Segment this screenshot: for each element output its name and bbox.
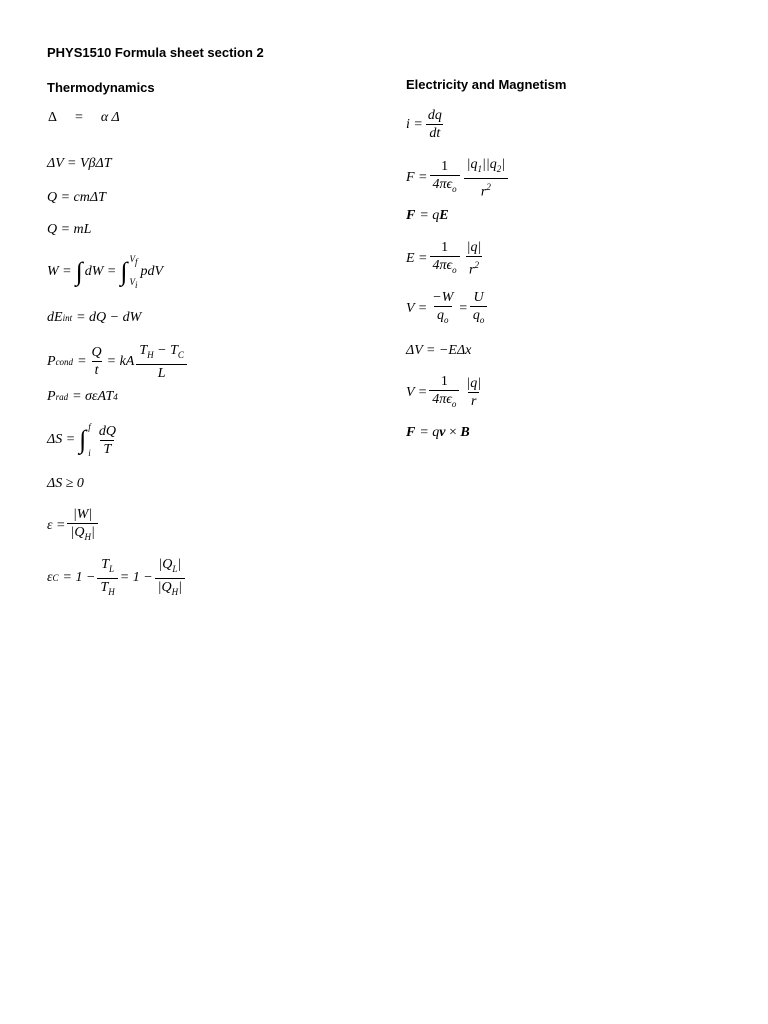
integral-limits: $V_f$ $V_i$ bbox=[129, 254, 138, 290]
thermo-eq-linear-expansion: Δ = α Δ bbox=[48, 110, 120, 125]
fraction: $\frac{|Q_L|}{|Q_H|}$ bbox=[155, 557, 185, 600]
fraction: $\frac{T_H - T_C}{L}$ bbox=[136, 343, 187, 381]
fraction: $\frac{1}{4\pi\epsilon_o}$ bbox=[429, 374, 459, 412]
em-eq-magnetic-force: F = q v × B bbox=[406, 425, 470, 440]
fraction: $\frac{Q}{t}$ bbox=[91, 345, 102, 379]
em-eq-potential-difference: ΔV = −EΔx bbox=[406, 343, 472, 358]
thermo-eq-conduction: P cond = $\frac{Q}{t}$ = kA $\frac{T_H - T_C}{L}$ bbox=[47, 343, 189, 381]
em-eq-electric-force: F = q E bbox=[406, 208, 449, 223]
em-eq-coulomb-force: F = $\frac{1}{4\pi\epsilon_o}$ $\frac{|q_1||q_2|}{r^2}$ bbox=[406, 157, 510, 199]
fraction: $\frac{-W}{q_o}$ bbox=[429, 290, 456, 328]
thermo-eq-heat-capacity: Q = cmΔT bbox=[47, 190, 106, 205]
integral-sign: ∫ bbox=[79, 425, 87, 454]
em-heading: Electricity and Magnetism bbox=[406, 77, 567, 92]
em-eq-point-potential: V = $\frac{1}{4\pi\epsilon_o}$ $\frac{|q|}{r}$ bbox=[406, 374, 486, 412]
fraction: $\frac{|q|}{r^2}$ bbox=[466, 240, 482, 278]
thermodynamics-heading: Thermodynamics bbox=[47, 80, 155, 95]
thermo-eq-entropy: ΔS = ∫ f i $\frac{dQ}{T}$ bbox=[47, 422, 121, 458]
thermo-eq-first-law: dE int = dQ − dW bbox=[47, 310, 142, 325]
fraction: $\frac{U}{q_o}$ bbox=[470, 290, 488, 328]
fraction: $\frac{dq}{dt}$ bbox=[427, 108, 442, 141]
fraction: $\frac{T_L}{T_H}$ bbox=[97, 557, 117, 600]
em-eq-electric-field: E = $\frac{1}{4\pi\epsilon_o}$ $\frac{|q|}{r^2}$ bbox=[406, 240, 486, 278]
em-eq-current: i = $\frac{dq}{dt}$ bbox=[406, 108, 447, 141]
fraction: $\frac{|q|}{r}$ bbox=[466, 376, 482, 410]
page-title: PHYS1510 Formula sheet section 2 bbox=[47, 45, 264, 60]
thermo-eq-second-law: ΔS ≥ 0 bbox=[47, 476, 84, 491]
integral-limits: f i bbox=[88, 422, 91, 458]
em-eq-potential-work: V = $\frac{-W}{q_o}$ = $\frac{U}{q_o}$ bbox=[406, 290, 489, 328]
thermo-eq-efficiency: ε = $\frac{|W|}{|Q_H|}$ bbox=[47, 507, 100, 545]
fraction: $\frac{|q_1||q_2|}{r^2}$ bbox=[464, 157, 508, 199]
thermo-eq-latent-heat: Q = mL bbox=[47, 222, 92, 237]
thermo-eq-radiation: P rad = σεAT 4 bbox=[47, 389, 118, 404]
fraction: $\frac{1}{4\pi\epsilon_o}$ bbox=[430, 159, 460, 197]
fraction: $\frac{1}{4\pi\epsilon_o}$ bbox=[430, 240, 460, 278]
fraction: $\frac{|W|}{|Q_H|}$ bbox=[67, 507, 97, 545]
thermo-eq-work: W = ∫ dW = ∫ $V_f$ $V_i$ pdV bbox=[47, 254, 164, 290]
integral-sign: ∫ bbox=[75, 257, 83, 286]
fraction: $\frac{dQ}{T}$ bbox=[98, 423, 116, 457]
thermo-eq-carnot-efficiency: ε C = 1 − $\frac{T_L}{T_H}$ = 1 − $\frac{|Q_L|}{|Q_H|}$ bbox=[47, 557, 187, 600]
thermo-eq-volume-expansion: ΔV = VβΔT bbox=[47, 156, 112, 171]
integral-sign: ∫ bbox=[120, 257, 128, 286]
